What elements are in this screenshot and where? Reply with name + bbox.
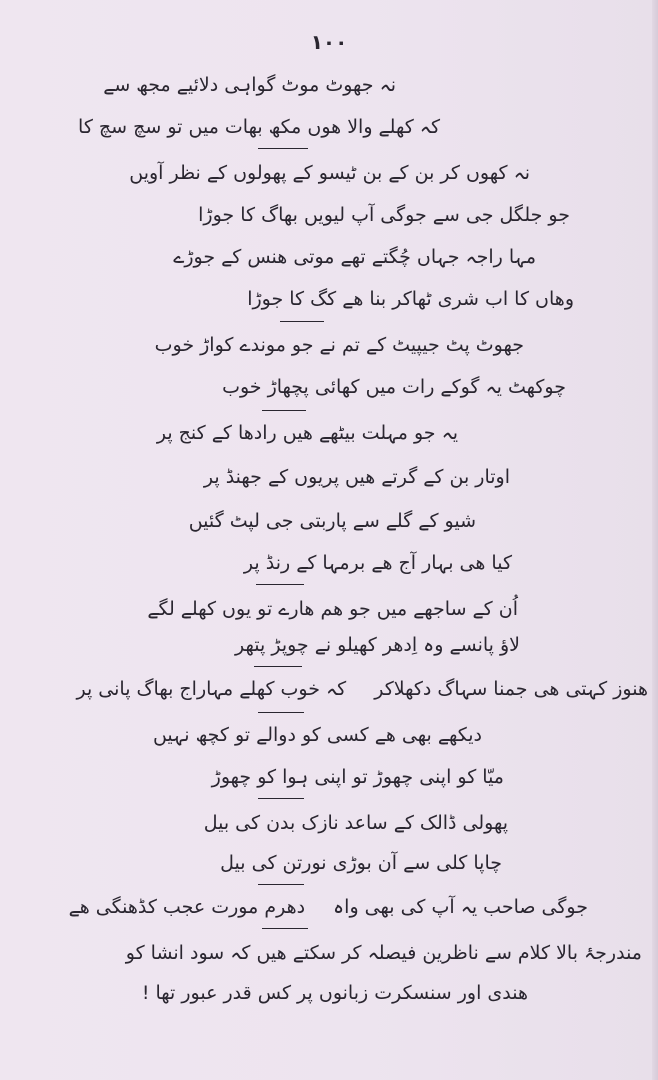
- verse-line: شیو کے گلے سے پاربتی جی لپٹ گئیں: [188, 510, 476, 532]
- verse-hemistich: ھنوز کہتی ھی جمنا سہاگ دکھلاکر: [374, 678, 648, 700]
- couplet-divider: [280, 321, 324, 322]
- verse-line: پھولی ڈالک کے ساعد نازک بدن کی بیل: [203, 812, 508, 834]
- verse-line: مہا راجہ جہاں چُگتے تھے موتی ھنس کے جوڑے: [173, 246, 536, 268]
- verse-line: جو جلگل جی سے جوگی آپ لیویں بھاگ کا جوڑا: [198, 204, 570, 226]
- verse-line: یہ جو مہلت بیٹھے ھیں رادھا کے کنج پر: [156, 422, 458, 444]
- verse-line: چاپا کلی سے آن بوڑی نورتن کی بیل: [220, 852, 502, 874]
- verse-line: میّا کو اپنی چھوڑ تو اپنی ہوا کو چھوڑ: [211, 766, 504, 788]
- couplet-divider: [262, 928, 308, 929]
- couplet-divider: [258, 148, 308, 149]
- verse-line: وھاں کا اب شری ٹھاکر بنا ھے کگ کا جوڑا: [247, 288, 574, 310]
- verse-line: نہ جھوٹ موٹ گواہی دلائیے مجھ سے: [103, 74, 396, 96]
- verse-line: کہ کھلے والا ھوں مکھ بھات میں تو سچ سچ کا: [78, 116, 440, 138]
- verse-line: اوتار بن کے گرتے ھیں پریوں کے جھنڈ پر: [203, 466, 510, 488]
- prose-line: مندرجۂ بالا کلام سے ناظرین فیصلہ کر سکتے ھیں کہ سود انشا کو: [125, 942, 642, 964]
- prose-line: ھندی اور سنسکرت زبانوں پر کس قدر عبور تھا !: [141, 982, 528, 1004]
- verse-line: جھوٹ پٹ جیپیٹ کے تم نے جو موندے کواڑ خوب: [154, 334, 524, 356]
- verse-line: نہ کھوں کر بن کے بن ٹیسو کے پھولوں کے نظر آویں: [129, 162, 530, 184]
- verse-line: [76, 676, 648, 702]
- couplet-divider: [262, 410, 306, 411]
- couplet-divider: [258, 798, 304, 799]
- page-spine-edge: [652, 0, 658, 1080]
- verse-line: اُن کے ساجھے میں جو ھم ھارے تو یوں کھلے لگے: [147, 598, 518, 620]
- verse-line: لاؤ پانسے وہ اِدھر کھیلو نے چوپڑ پتھر: [235, 634, 520, 656]
- verse-line: دیکھے بھی ھے کسی کو دوالے تو کچھ نہیں: [152, 724, 482, 746]
- couplet-divider: [256, 584, 304, 585]
- verse-hemistich: دھرم مورت عجب کڈھنگی ھے: [68, 896, 306, 918]
- page-number: ۱۰۰: [310, 30, 348, 54]
- verse-line: [69, 894, 588, 920]
- couplet-divider: [258, 884, 304, 885]
- couplet-divider: [258, 712, 304, 713]
- verse-line: چوکھٹ یہ گوکے رات میں کھائی پچھاڑ خوب: [222, 376, 566, 398]
- verse-line: کیا ھی بہار آج ھے برمہا کے رنڈ پر: [243, 552, 512, 574]
- couplet-divider: [254, 666, 302, 667]
- verse-hemistich: جوگی صاحب یہ آپ کی بھی واہ: [333, 896, 588, 918]
- verse-hemistich: کہ خوب کھلے مہاراج بھاگ پانی پر: [76, 678, 347, 700]
